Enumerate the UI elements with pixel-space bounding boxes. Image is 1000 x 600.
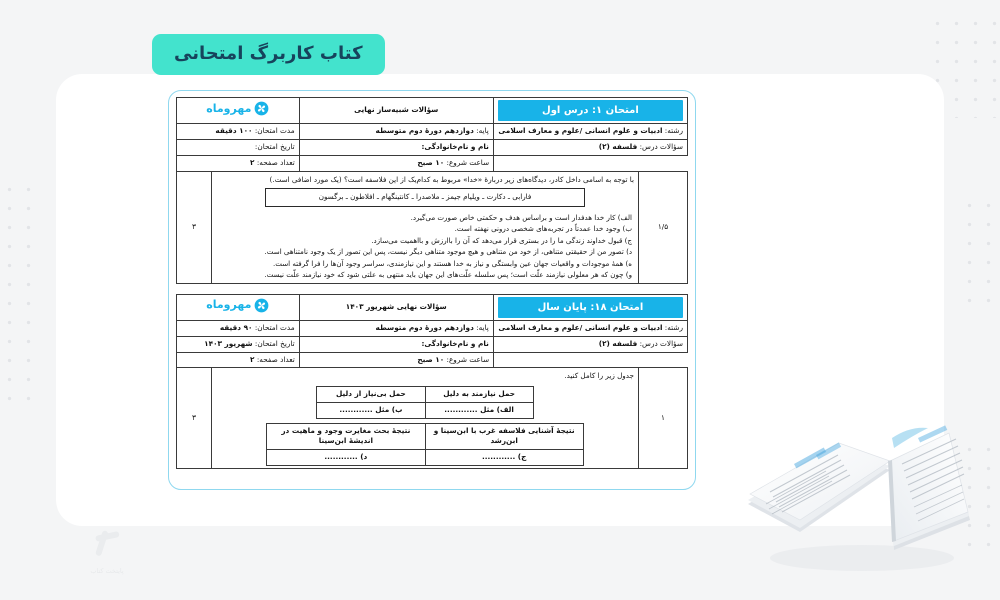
exam-2-date-row — [177, 336, 300, 352]
exam-1-question-number: ۳ — [177, 171, 212, 283]
exam-2-start-row — [299, 352, 493, 368]
exam-1-logo-cell — [177, 98, 300, 124]
brand-name-2: مهروماه — [206, 298, 252, 312]
exam-2-date-value: شهریور ۱۴۰۳ — [204, 338, 253, 348]
exam-1-duration-label: مدت امتحان: — [254, 126, 295, 135]
exam-2-grade-row — [299, 320, 493, 336]
exam-1-start-row — [299, 155, 493, 171]
exam-2-header-table — [176, 294, 688, 353]
exam-1-duration-row — [177, 124, 300, 140]
pinwheel-icon — [254, 101, 269, 116]
exam-1-title: امتحان ۱: درس اول — [498, 100, 683, 121]
answer-table-one-cell-b[interactable]: ب) مثل ............ — [317, 402, 425, 418]
exam-2-question-table — [176, 367, 688, 469]
answer-table-two-header-2: نتیجهٔ بحث مغایرت وجود و ماهیت در اندیشهٔ ابن‌سینا — [267, 423, 425, 450]
background-dot-pattern-mid-right — [960, 196, 1000, 316]
exam-2-question-body — [212, 368, 639, 469]
exam-2-pages-value: ۲ — [250, 354, 255, 364]
exam-1-subject-row — [493, 139, 687, 155]
exam-2-date-label: تاریخ امتحان: — [254, 338, 295, 348]
exam-1-option-e: ه) همهٔ موجودات و واقعیات جهان عین وابستگی و نیاز به خدا هستند و این نیازمندی، سراسر وجود آن‌ها را فرا گرفته است. — [272, 258, 632, 268]
background-dot-pattern-left — [0, 180, 38, 410]
exam-1-prompt: با توجه به اسامی داخل کادر، دیدگاه‌های زیر دربارهٔ «خدا» مربوط به کدام‌یک از این فلاسفه است؟ (یک مورد اضافی است.) — [269, 174, 634, 184]
exam-1-pages-label: تعداد صفحه: — [256, 157, 295, 167]
exam-2-field-label: رشته: — [664, 322, 683, 332]
exam-2-logo-cell — [177, 294, 300, 320]
answer-table-two — [266, 423, 584, 467]
exam-2-title: امتحان ۱۸: پایان سال — [498, 297, 683, 318]
exam-2-subheader-table — [176, 352, 688, 369]
exam-1-question-table — [176, 171, 688, 284]
answer-table-one-header-2: حمل بی‌نیاز از دلیل — [317, 386, 425, 402]
exam-1-option-f: و) چون که هر معلولی نیازمند علّت است؛ پس سلسله علّت‌های این جهان باید منتهی به علتی شود که خود نیازمند علّت نیست. — [264, 270, 632, 280]
exam-2-pages-row — [177, 352, 300, 368]
exam-2-title-cell — [493, 294, 687, 320]
exam-2-source: سؤالات نهایی شهریور ۱۴۰۳ — [299, 294, 493, 320]
answer-table-two-cell-c[interactable]: ج) ............ — [425, 450, 583, 466]
exam-1-subheader-table — [176, 155, 688, 172]
exam-1-pages-value: ۲ — [250, 157, 255, 167]
exam-1-field-value: ادبیات و علوم انسانی /علوم و معارف اسلامی — [498, 126, 663, 135]
answer-table-two-cell-d[interactable]: د) ............ — [267, 450, 425, 466]
exam-1-option-b: ب) وجود خدا عمدتاً در تجربه‌های شخصی درونی نهفته است. — [454, 224, 632, 234]
exam-1-score: ۱/۵ — [639, 171, 688, 283]
exam-2-prompt: جدول زیر را کامل کنید. — [564, 371, 634, 381]
exam-2-start-value: ۱۰ صبح — [417, 354, 445, 364]
exam-1-date-row — [177, 139, 300, 155]
exam-1-name-label: نام و نام‌خانوادگی: — [299, 139, 493, 155]
exam-1-date-label: تاریخ امتحان: — [254, 141, 295, 151]
exam-1-field-label: رشته: — [664, 126, 683, 135]
exam-1-philosophers-box: فارابی ـ دکارت ـ ویلیام جیمز ـ ملاصدرا ـ کانتینگهام ـ افلاطون ـ برگسون — [265, 188, 584, 207]
exam-2-subject-label: سؤالات درس: — [639, 338, 683, 348]
exam-1-title-cell — [493, 98, 687, 124]
exam-block-1 — [176, 97, 688, 284]
exam-2-question-number: ۳ — [177, 368, 212, 469]
exam-1-source: سؤالات شبیه‌ساز نهایی — [299, 98, 493, 124]
exam-1-subject-value: فلسفه (۲) — [598, 141, 638, 151]
exam-2-duration-value: ۹۰ دقیقه — [219, 322, 253, 332]
exam-2-field-value: ادبیات و علوم انسانی /علوم و معارف اسلامی — [498, 322, 663, 332]
brand-name: مهروماه — [206, 101, 252, 115]
mehromah-logo-2 — [206, 297, 269, 314]
watermark-text: پایتخت کتاب — [90, 567, 124, 575]
exam-2-subject-row — [493, 336, 687, 352]
exam-1-option-c: ج) قبول خداوند زندگی ما را در بستری قرار می‌دهد که آن را باارزش و بااهمیت می‌سازد. — [371, 235, 632, 245]
exam-2-name-label: نام و نام‌خانوادگی: — [299, 336, 493, 352]
answer-table-two-header-1: نتیجهٔ آشنایی فلاسفه غرب با ابن‌سینا و ابن‌رشد — [425, 423, 583, 450]
exam-2-score: ۱ — [639, 368, 688, 469]
pinwheel-icon — [254, 298, 269, 313]
answer-table-one-cell-a[interactable]: الف) مثل ............ — [425, 402, 533, 418]
exam-1-start-value: ۱۰ صبح — [417, 157, 445, 167]
watermark — [52, 522, 162, 584]
exam-1-question-body — [212, 171, 639, 283]
exam-1-grade-row — [299, 124, 493, 140]
exam-1-header-table — [176, 97, 688, 156]
exam-1-field-row — [493, 124, 687, 140]
worksheet-sheet — [168, 90, 696, 490]
exam-1-subject-label: سؤالات درس: — [639, 141, 683, 151]
exam-1-grade-label: پایه: — [476, 126, 489, 135]
exam-2-duration-label: مدت امتحان: — [254, 322, 295, 332]
answer-table-one-header-1: حمل نیازمند به دلیل — [425, 386, 533, 402]
exam-block-2 — [176, 294, 688, 470]
exam-2-duration-row — [177, 320, 300, 336]
mehromah-logo — [206, 101, 269, 118]
exam-2-grade-value: دوازدهم دورهٔ دوم متوسطه — [375, 322, 474, 332]
exam-1-pages-row — [177, 155, 300, 171]
exam-2-pages-label: تعداد صفحه: — [256, 354, 295, 364]
exam-1-start-label: ساعت شروع: — [446, 157, 490, 167]
exam-1-option-d: د) تصور من از حقیقتی متناهی، از خود من متناهی و هیچ موجود متناهی دیگر نیست، پس این تصور از یک وجود نامتناهی است. — [264, 247, 632, 257]
exam-2-subject-value: فلسفه (۲) — [598, 338, 638, 348]
exam-2-grade-label: پایه: — [476, 322, 489, 332]
page-title-badge: کتاب کاربرگ امتحانی — [152, 34, 385, 75]
open-book-illustration — [742, 408, 974, 576]
exam-1-grade-value: دوازدهم دورهٔ دوم متوسطه — [375, 126, 474, 135]
exam-2-field-row — [493, 320, 687, 336]
exam-1-option-a: الف) کار خدا هدفدار است و براساس هدف و حکمتی خاص صورت می‌گیرد. — [410, 212, 632, 222]
watermark-logo-icon — [87, 522, 127, 562]
exam-1-duration-value: ۱۰۰ دقیقه — [215, 126, 253, 135]
exam-2-start-label: ساعت شروع: — [446, 354, 490, 364]
answer-table-one — [316, 386, 533, 419]
